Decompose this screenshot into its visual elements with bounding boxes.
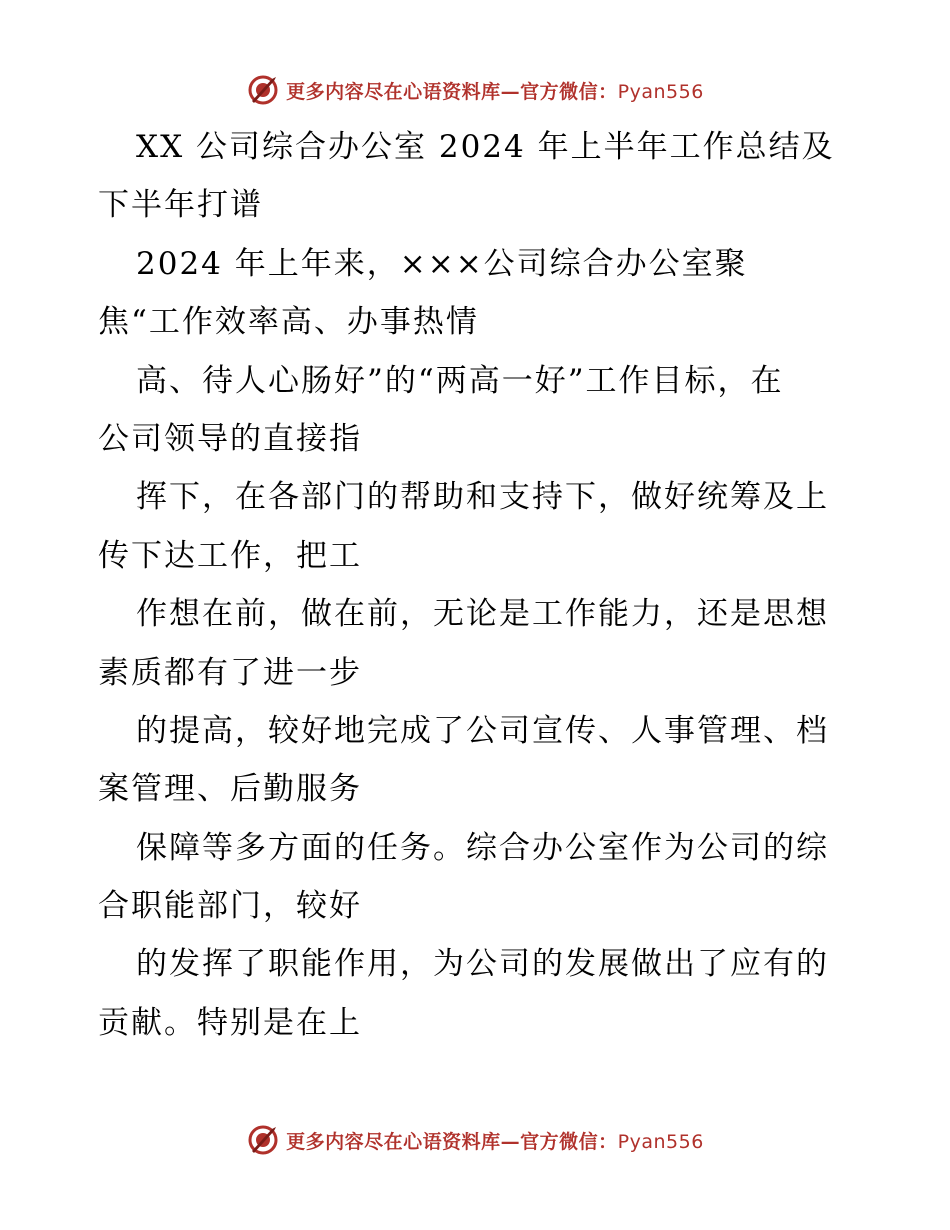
paragraph-line: 公司领导的直接指 [98, 420, 362, 457]
paragraph-line: 贡献。特别是在上 [98, 1004, 362, 1041]
wechat-id: Pyan556 [617, 80, 704, 103]
paragraph-line: 素质都有了进一步 [98, 654, 362, 691]
title-line-2: 下半年打谱 [98, 187, 263, 224]
paragraph-line: 挥下，在各部门的帮助和支持下，做好统筹及上 [136, 479, 829, 516]
paragraph-line: 作想在前，做在前，无论是工作能力，还是思想 [136, 596, 829, 633]
paragraph-line: 高、待人心肠好”的“两高一好”工作目标，在 [136, 362, 784, 399]
paragraph-line: 传下达工作，把工 [98, 537, 362, 574]
wechat-id: Pyan556 [617, 1130, 704, 1153]
quill-seal-icon [246, 73, 280, 107]
paragraph-line: 2024 年上年来，×××公司综合办公室聚 [136, 245, 748, 282]
paragraph-line: 案管理、后勤服务 [98, 771, 362, 808]
paragraph-line: 的发挥了职能作用，为公司的发展做出了应有的 [136, 946, 829, 983]
paragraph-line: 保障等多方面的任务。综合办公室作为公司的综 [136, 829, 829, 866]
paragraph-line: 的提高，较好地完成了公司宣传、人事管理、档 [136, 712, 829, 749]
banner-label: 更多内容尽在心语资料库—官方微信： [286, 1130, 618, 1153]
document-body [98, 118, 858, 1052]
header-banner [0, 70, 950, 110]
paragraph-line: 焦“工作效率高、办事热情 [98, 304, 479, 341]
footer-banner [0, 1120, 950, 1160]
paragraph-line: 合职能部门，较好 [98, 888, 362, 925]
title-line-1: XX 公司综合办公室 2024 年上半年工作总结及 [136, 129, 835, 165]
banner-text [286, 1127, 704, 1154]
quill-seal-icon [246, 1123, 280, 1157]
banner-label: 更多内容尽在心语资料库—官方微信： [286, 80, 618, 103]
banner-text [286, 77, 704, 104]
